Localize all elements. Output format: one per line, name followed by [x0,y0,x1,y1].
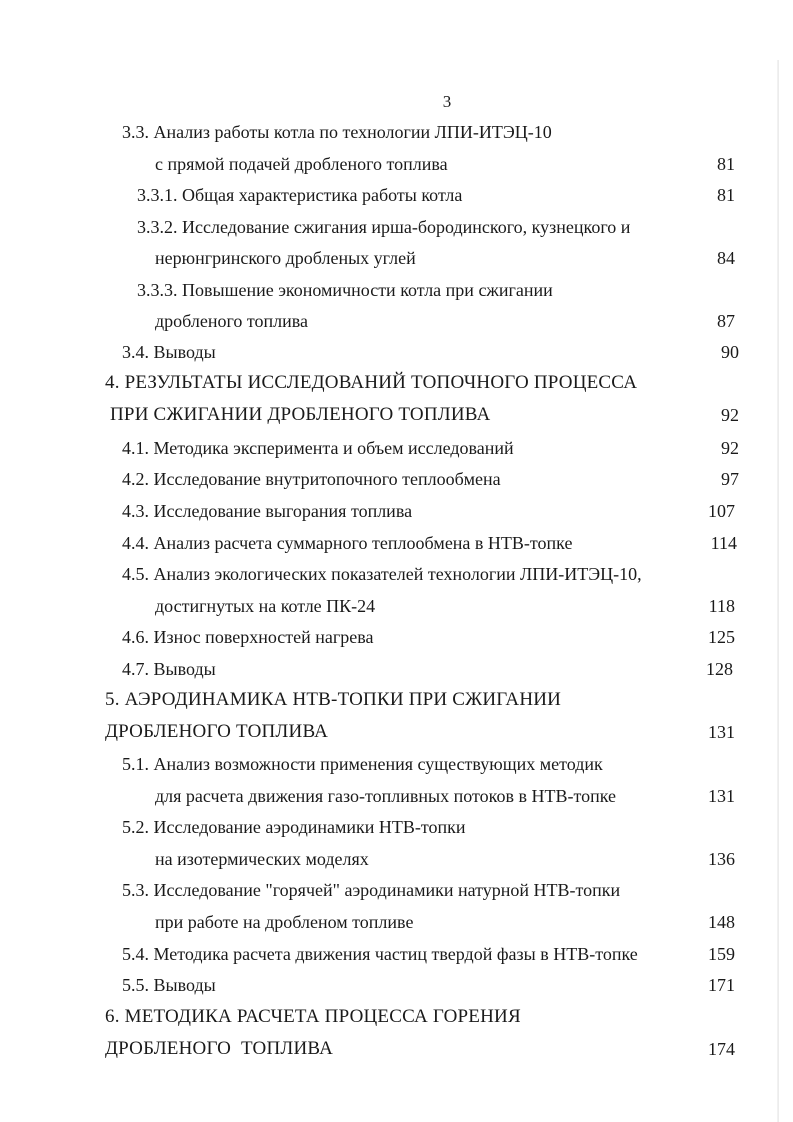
toc-entry-3-3: 3.3. Анализ работы котла по технологии ЛПИ-ИТЭЦ-10 [122,122,552,142]
toc-entry-4-6: 4.6. Износ поверхностей нагрева [122,627,374,647]
toc-page-number: 125 [708,627,735,647]
toc-chapter-5: 5. АЭРОДИНАМИКА НТВ-ТОПКИ ПРИ СЖИГАНИИ [105,689,562,710]
toc-entry-5-4: 5.4. Методика расчета движения частиц твердой фазы в НТВ-топке [122,944,638,964]
toc-chapter-6: 6. МЕТОДИКА РАСЧЕТА ПРОЦЕССА ГОРЕНИЯ [105,1006,521,1027]
toc-entry-3-3-2: 3.3.2. Исследование сжигания ирша-бородинского, кузнецкого и [137,217,631,237]
toc-page-number: 84 [717,248,735,268]
toc-page-number: 92 [721,405,739,425]
toc-page-number: 174 [708,1039,735,1059]
toc-entry-3-3-1: 3.3.1. Общая характеристика работы котла [137,185,463,205]
toc-entry-3-4: 3.4. Выводы [122,342,216,362]
page-number: 3 [442,92,452,111]
toc-entry-3-3-2-cont: нерюнгринского дробленых углей [155,248,416,268]
toc-entry-5-2-cont: на изотермических моделях [155,849,369,869]
toc-entry-4-4: 4.4. Анализ расчета суммарного теплообмена в НТВ-топке [122,533,573,553]
toc-entry-5-2: 5.2. Исследование аэродинамики НТВ-топки [122,817,466,837]
toc-entry-5-5: 5.5. Выводы [122,975,216,995]
toc-page-number: 118 [708,596,735,616]
toc-entry-3-3-3: 3.3.3. Повышение экономичности котла при сжигании [137,280,553,300]
toc-page-number: 87 [717,311,735,331]
toc-page-number: 81 [717,185,735,205]
toc-chapter-5-cont: ДРОБЛЕНОГО ТОПЛИВА [105,721,329,742]
toc-page-number: 90 [721,342,739,362]
toc-entry-4-1: 4.1. Методика эксперимента и объем исследований [122,438,514,458]
scan-edge [777,60,779,1122]
toc-page-number: 128 [706,659,733,679]
toc-entry-4-7: 4.7. Выводы [122,659,216,679]
toc-chapter-4-cont: ПРИ СЖИГАНИИ ДРОБЛЕНОГО ТОПЛИВА [110,404,491,425]
toc-page-number: 131 [708,722,735,742]
toc-page-number: 107 [708,501,735,521]
toc-entry-4-2: 4.2. Исследование внутритопочного теплообмена [122,469,501,489]
toc-chapter-4: 4. РЕЗУЛЬТАТЫ ИССЛЕДОВАНИЙ ТОПОЧНОГО ПРОЦЕССА [105,372,638,393]
toc-page-number: 97 [721,469,739,489]
toc-page-number: 159 [708,944,735,964]
toc-entry-4-5-cont: достигнутых на котле ПК-24 [155,596,376,616]
toc-entry-3-3-3-cont: дробленого топлива [155,311,309,331]
toc-entry-4-5: 4.5. Анализ экологических показателей технологии ЛПИ-ИТЭЦ-10, [122,564,642,584]
toc-chapter-6-cont: ДРОБЛЕНОГО ТОПЛИВА [105,1038,333,1059]
toc-entry-5-1-cont: для расчета движения газо-топливных потоков в НТВ-топке [155,786,617,806]
toc-entry-5-3-cont: при работе на дробленом топливе [155,912,414,932]
toc-page-number: 136 [708,849,735,869]
toc-page-number: 171 [708,975,735,995]
toc-entry-5-3: 5.3. Исследование "горячей" аэродинамики натурной НТВ-топки [122,880,621,900]
toc-page-number: 114 [710,533,737,553]
toc-entry-4-3: 4.3. Исследование выгорания топлива [122,501,413,521]
toc-page-number: 131 [708,786,735,806]
toc-page-number: 92 [721,438,739,458]
toc-page-number: 81 [717,154,735,174]
toc-page-number: 148 [708,912,735,932]
toc-entry-3-3-cont: с прямой подачей дробленого топлива [155,154,448,174]
toc-entry-5-1: 5.1. Анализ возможности применения существующих методик [122,754,603,774]
